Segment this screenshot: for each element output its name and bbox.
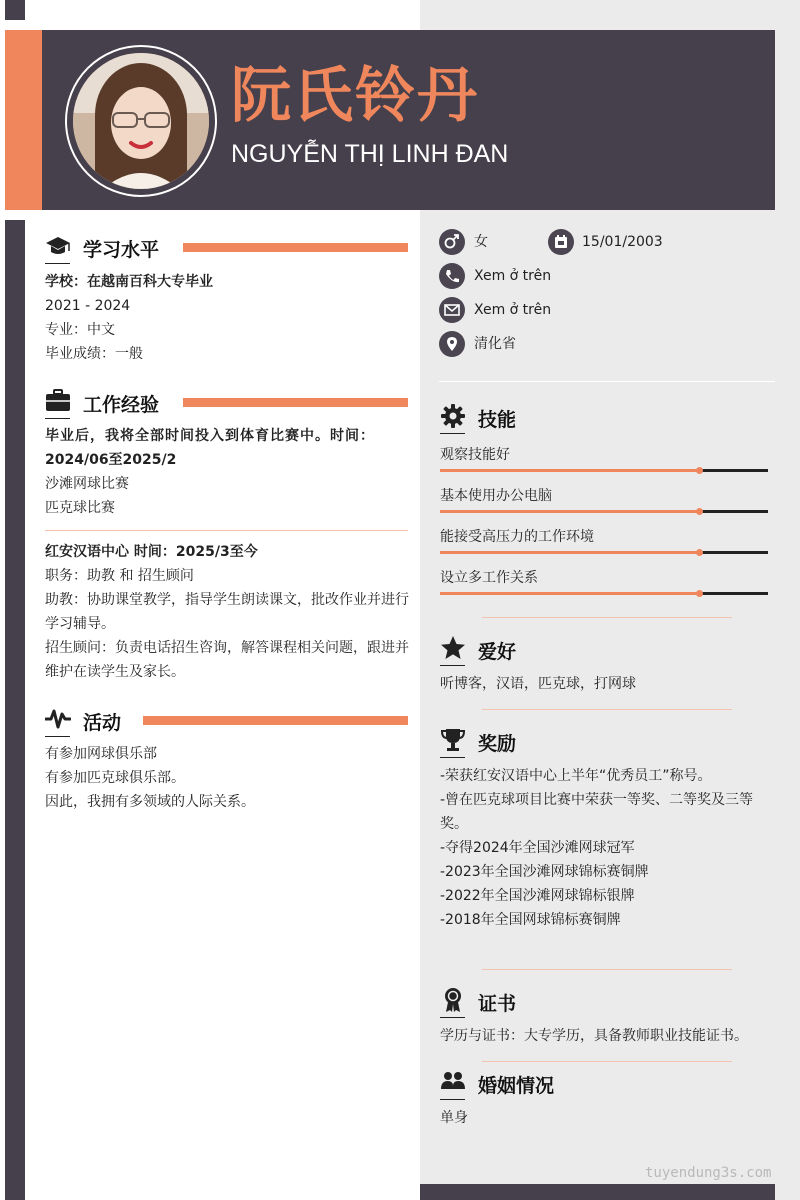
hobbies-section-header — [440, 635, 770, 665]
medal-certificate-icon — [440, 987, 466, 1013]
activities-accent-bar — [143, 716, 408, 725]
name-chinese: 阮氏铃丹 — [231, 61, 479, 131]
education-title: 学习水平 — [83, 239, 160, 261]
phone-value: Xem ở trên — [474, 268, 552, 284]
certificate-text: 学历与证书：大专学历，具备教师职业技能证书。 — [440, 1028, 748, 1044]
info-divider — [439, 381, 775, 382]
people-icon — [440, 1069, 466, 1095]
skill-bar — [440, 592, 768, 595]
work-accent-bar — [183, 398, 408, 407]
skill-label: 基本使用办公电脑 — [440, 488, 552, 504]
education-major: 专业：中文 — [45, 322, 115, 338]
location-pin-icon — [439, 331, 465, 357]
skill-label: 能接受高压力的工作环境 — [440, 529, 594, 545]
awards-divider — [482, 969, 732, 970]
activity-item: 有参加网球俱乐部 — [45, 746, 157, 762]
trophy-icon — [440, 727, 466, 753]
briefcase-icon — [45, 388, 71, 414]
award-item: -2018年全国网球锦标赛铜牌 — [440, 912, 621, 928]
skill-bar-fill — [440, 510, 699, 513]
avatar — [73, 53, 209, 189]
hobbies-text: 听博客，汉语，匹克球，打网球 — [440, 676, 636, 692]
work-title: 工作经验 — [83, 394, 160, 416]
marital-title: 婚姻情况 — [478, 1075, 555, 1097]
skill-bar-knob — [696, 590, 703, 597]
name-vietnamese: NGUYỄN THỊ LINH ĐAN — [231, 140, 509, 168]
award-item: -2023年全国沙滩网球锦标赛铜牌 — [440, 864, 649, 880]
skill-bar — [440, 469, 768, 472]
header-banner — [5, 30, 775, 210]
skill-bar-knob — [696, 549, 703, 556]
activities-title: 活动 — [83, 712, 122, 734]
graduation-cap-icon — [45, 233, 71, 259]
work-underline — [45, 418, 70, 419]
award-item: -荣获红安汉语中心上半年“优秀员工”称号。 — [440, 768, 712, 784]
skill-bar — [440, 510, 768, 513]
activity-item: 有参加匹克球俱乐部。 — [45, 770, 185, 786]
awards-underline — [440, 757, 465, 758]
activity-item: 因此，我拥有多领域的人际关系。 — [45, 794, 255, 810]
job2-description-enrollment: 招生顾问：负责电话招生咨询，解答课程相关问题，跟进并维护在读学生及家长。 — [45, 640, 409, 680]
marital-underline — [440, 1099, 465, 1100]
awards-title: 奖励 — [478, 733, 517, 755]
top-decor-block — [5, 0, 25, 20]
education-section-header — [45, 233, 408, 263]
job2-position: 职务：助教 和 招生顾问 — [45, 568, 194, 584]
education-years: 2021 - 2024 — [45, 298, 131, 314]
star-icon — [440, 635, 466, 661]
job2-description-teaching: 助教：协助课堂教学，指导学生朗读课文，批改作业并进行学习辅导。 — [45, 592, 409, 632]
pulse-icon — [45, 706, 71, 732]
skill-bar — [440, 551, 768, 554]
birthday-calendar-icon — [548, 229, 574, 255]
job1-item: 匹克球比赛 — [45, 500, 115, 516]
award-item: -夺得2024年全国沙滩网球冠军 — [440, 840, 635, 856]
skills-section-header — [440, 403, 770, 433]
hobbies-underline — [440, 665, 465, 666]
education-grade: 毕业成绩：一般 — [45, 346, 143, 362]
marital-text: 单身 — [440, 1110, 468, 1126]
education-underline — [45, 263, 70, 264]
skill-bar-fill — [440, 469, 699, 472]
header-accent-strip — [5, 30, 42, 210]
left-decor-bar — [5, 220, 25, 1200]
skills-title: 技能 — [478, 409, 517, 431]
certificate-title: 证书 — [478, 993, 517, 1015]
hobbies-title: 爱好 — [478, 641, 517, 663]
certificate-divider — [482, 1061, 732, 1062]
email-icon — [439, 297, 465, 323]
skill-bar-knob — [696, 508, 703, 515]
bottom-decor-bar — [420, 1184, 775, 1200]
gender-value: 女 — [474, 234, 488, 250]
job1-heading-line2: 2024/06至2025/2 — [45, 452, 177, 468]
work-section-header — [45, 388, 408, 418]
hobbies-divider — [482, 709, 732, 710]
skills-divider — [482, 617, 732, 618]
address-value: 清化省 — [474, 336, 516, 352]
award-item: -曾在匹克球项目比赛中荣获一等奖、二等奖及三等奖。 — [440, 792, 754, 832]
job1-item: 沙滩网球比赛 — [45, 476, 129, 492]
skill-label: 观察技能好 — [440, 447, 510, 463]
activities-section-header — [45, 706, 408, 736]
job1-heading-line1: 毕业后，我将全部时间投入到体育比赛中。时间： — [45, 428, 375, 444]
award-item: -2022年全国沙滩网球锦标银牌 — [440, 888, 635, 904]
skill-label: 设立多工作关系 — [440, 570, 538, 586]
activities-underline — [45, 736, 70, 737]
gender-icon — [439, 229, 465, 255]
education-school: 学校：在越南百科大专毕业 — [45, 274, 213, 290]
birthday-value: 15/01/2003 — [582, 234, 663, 250]
phone-icon — [439, 263, 465, 289]
skill-bar-knob — [696, 467, 703, 474]
watermark: tuyendung3s.com — [645, 1165, 772, 1181]
certificate-underline — [440, 1017, 465, 1018]
job2-heading: 红安汉语中心 时间：2025/3至今 — [45, 544, 258, 560]
work-divider — [45, 530, 408, 531]
education-accent-bar — [183, 243, 408, 252]
skill-bar-fill — [440, 592, 699, 595]
certificate-section-header — [440, 987, 770, 1017]
skills-underline — [440, 433, 465, 434]
marital-section-header — [440, 1069, 770, 1099]
gear-icon — [440, 403, 466, 429]
email-value: Xem ở trên — [474, 302, 552, 318]
awards-section-header — [440, 727, 770, 757]
skill-bar-fill — [440, 551, 699, 554]
